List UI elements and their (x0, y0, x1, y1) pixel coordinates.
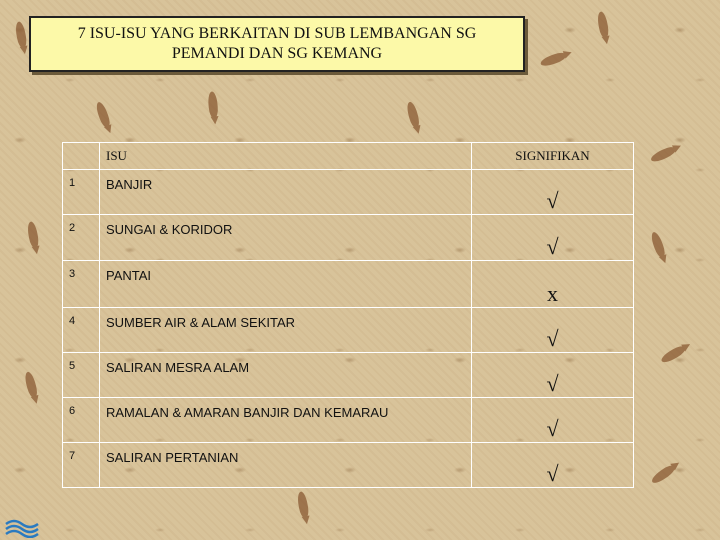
fish-fossil-icon (296, 491, 309, 518)
header-isu: ISU (100, 143, 472, 170)
row-isu: BANJIR (100, 170, 472, 215)
table-header-row (63, 143, 634, 170)
wave-logo-icon (4, 516, 42, 538)
row-isu: SALIRAN PERTANIAN (100, 443, 472, 488)
fish-fossil-icon (649, 145, 676, 164)
table-row (63, 443, 634, 488)
row-number: 7 (63, 443, 100, 488)
table-row (63, 353, 634, 398)
row-number: 4 (63, 308, 100, 353)
row-signifikan: x (472, 261, 634, 308)
table-row (63, 308, 634, 353)
table-row (63, 261, 634, 308)
fish-fossil-icon (26, 221, 39, 248)
slide-title (29, 16, 525, 72)
row-isu: SUMBER AIR & ALAM SEKITAR (100, 308, 472, 353)
row-signifikan: √ (472, 398, 634, 443)
row-signifikan: √ (472, 353, 634, 398)
fish-fossil-icon (539, 51, 567, 68)
table-row (63, 398, 634, 443)
row-number: 1 (63, 170, 100, 215)
row-number: 3 (63, 261, 100, 308)
row-signifikan: √ (472, 215, 634, 261)
title-line-1: 7 ISU-ISU YANG BERKAITAN DI SUB LEMBANGAN SG (77, 25, 477, 42)
row-isu: SUNGAI & KORIDOR (100, 215, 472, 261)
row-number: 6 (63, 398, 100, 443)
row-number: 5 (63, 353, 100, 398)
title-line-2: PEMANDI DAN SG KEMANG (171, 45, 383, 62)
fish-fossil-icon (94, 101, 111, 129)
row-isu: SALIRAN MESRA ALAM (100, 353, 472, 398)
row-signifikan: √ (472, 170, 634, 215)
table-row (63, 170, 634, 215)
row-signifikan: √ (472, 308, 634, 353)
fish-fossil-icon (14, 21, 27, 48)
fish-fossil-icon (207, 91, 218, 118)
header-signifikan: SIGNIFIKAN (472, 143, 634, 170)
fish-fossil-icon (649, 231, 666, 259)
header-number (63, 143, 100, 170)
row-isu: PANTAI (100, 261, 472, 308)
fish-fossil-icon (659, 344, 686, 365)
fish-fossil-icon (650, 463, 676, 485)
fish-fossil-icon (23, 371, 38, 398)
table-row (63, 215, 634, 261)
issues-table (62, 142, 634, 488)
fish-fossil-icon (405, 101, 420, 128)
row-signifikan: √ (472, 443, 634, 488)
fish-fossil-icon (596, 11, 609, 38)
row-isu: RAMALAN & AMARAN BANJIR DAN KEMARAU (100, 398, 472, 443)
row-number: 2 (63, 215, 100, 261)
